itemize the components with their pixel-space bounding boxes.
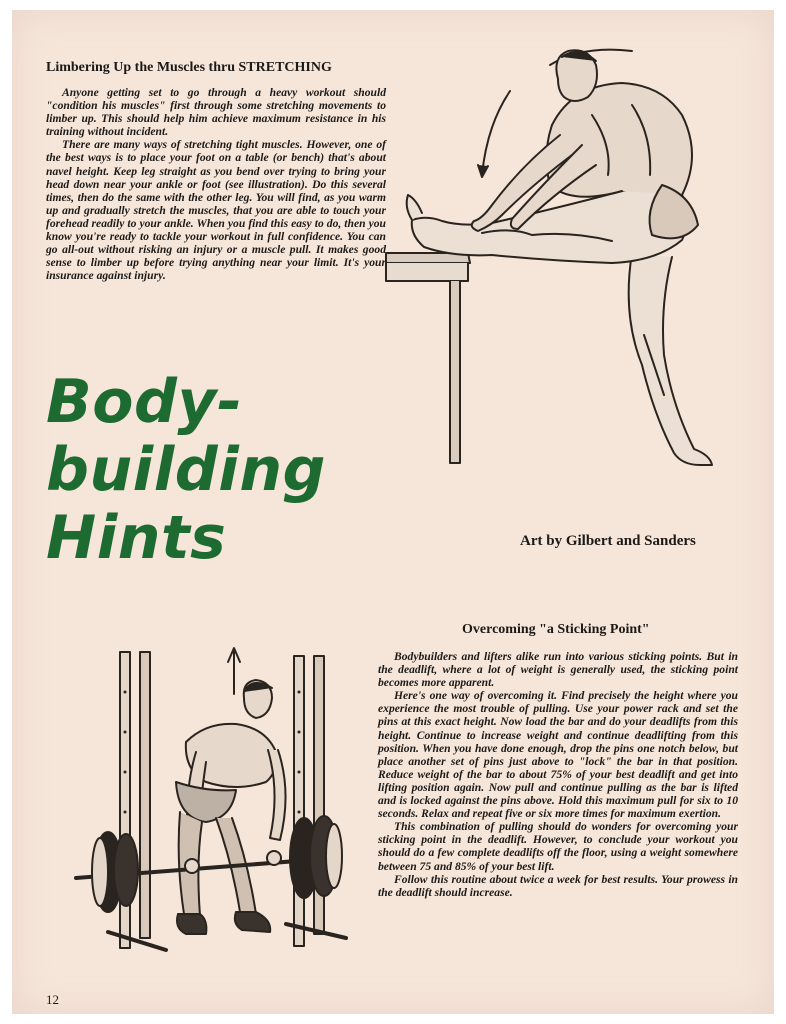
sticking-paragraph-1: Bodybuilders and lifters alike run into various sticking points. But in the deadlift, where a lot of weight is generally used, the sticking point becomes more apparent. (378, 650, 738, 690)
deadlift-power-rack-illustration (56, 632, 356, 952)
title-line-1: Body- (46, 367, 243, 437)
article-title (46, 368, 346, 572)
sticking-point-body (378, 650, 738, 899)
stretching-heading: Limbering Up the Muscles thru STRETCHING (46, 60, 332, 75)
stretching-paragraph-1: Anyone getting set to go through a heavy workout should "condition his muscles" first through some stretching movements to limber up. This should help him achieve maximum resistance in his training without incident. (46, 86, 386, 139)
stretching-body (46, 86, 386, 282)
sticking-paragraph-3: This combination of pulling should do wonders for overcoming your sticking point in the deadlift. However, to conclude your workout you should do a few complete deadlifts off the floor, using a weight somewhere between 75 and 85% of your best lift. (378, 820, 738, 873)
sticking-paragraph-2: Here's one way of overcoming it. Find precisely the height where you experience the most trouble of pulling. Use your power rack and set the pins at this exact height. Now load the bar and do your deadlifts from this height. Continue to increase weight and continue deadlifting from this position. When you have done enough, drop the pins one notch below, but place another set of pins just above to "lock" the bar in that position. Reduce weight of the bar to about 75% of your best deadlift and get into lifting position again. Now pull and continue pulling as the bar is lifted and is locked against the pins above. Hold this maximum pull for six to 10 seconds. Relax and repeat five or six more times for maximum exertion. (378, 689, 738, 821)
sticking-point-heading: Overcoming "a Sticking Point" (462, 622, 650, 637)
art-credit: Art by Gilbert and Sanders (520, 533, 696, 549)
title-line-2: building (46, 435, 326, 505)
sticking-paragraph-4: Follow this routine about twice a week for best results. Your prowess in the deadlift should increase. (378, 872, 738, 899)
magazine-page (12, 10, 774, 1014)
stretching-man-illustration (382, 35, 752, 475)
page-number: 12 (46, 992, 59, 1007)
stretching-paragraph-2: There are many ways of stretching tight muscles. However, one of the best ways is to place your foot on a table (or bench) that's about navel height. Keep leg straight as you bend over trying to bring your head down near your ankle or foot (see illustration). Do this several times, then do the same with the other leg. You will find, as you warm up and gradually stretch the muscles, that you are able to touch your forehead readily to your ankle. When you find this easy to do, then you know you're ready to tackle your workout in full confidence. You can go all-out without risking an injury or a muscle pull. It makes good sense to limber up before trying anything near your limit. It's your insurance against injury. (46, 138, 386, 283)
title-line-3: Hints (46, 503, 227, 573)
